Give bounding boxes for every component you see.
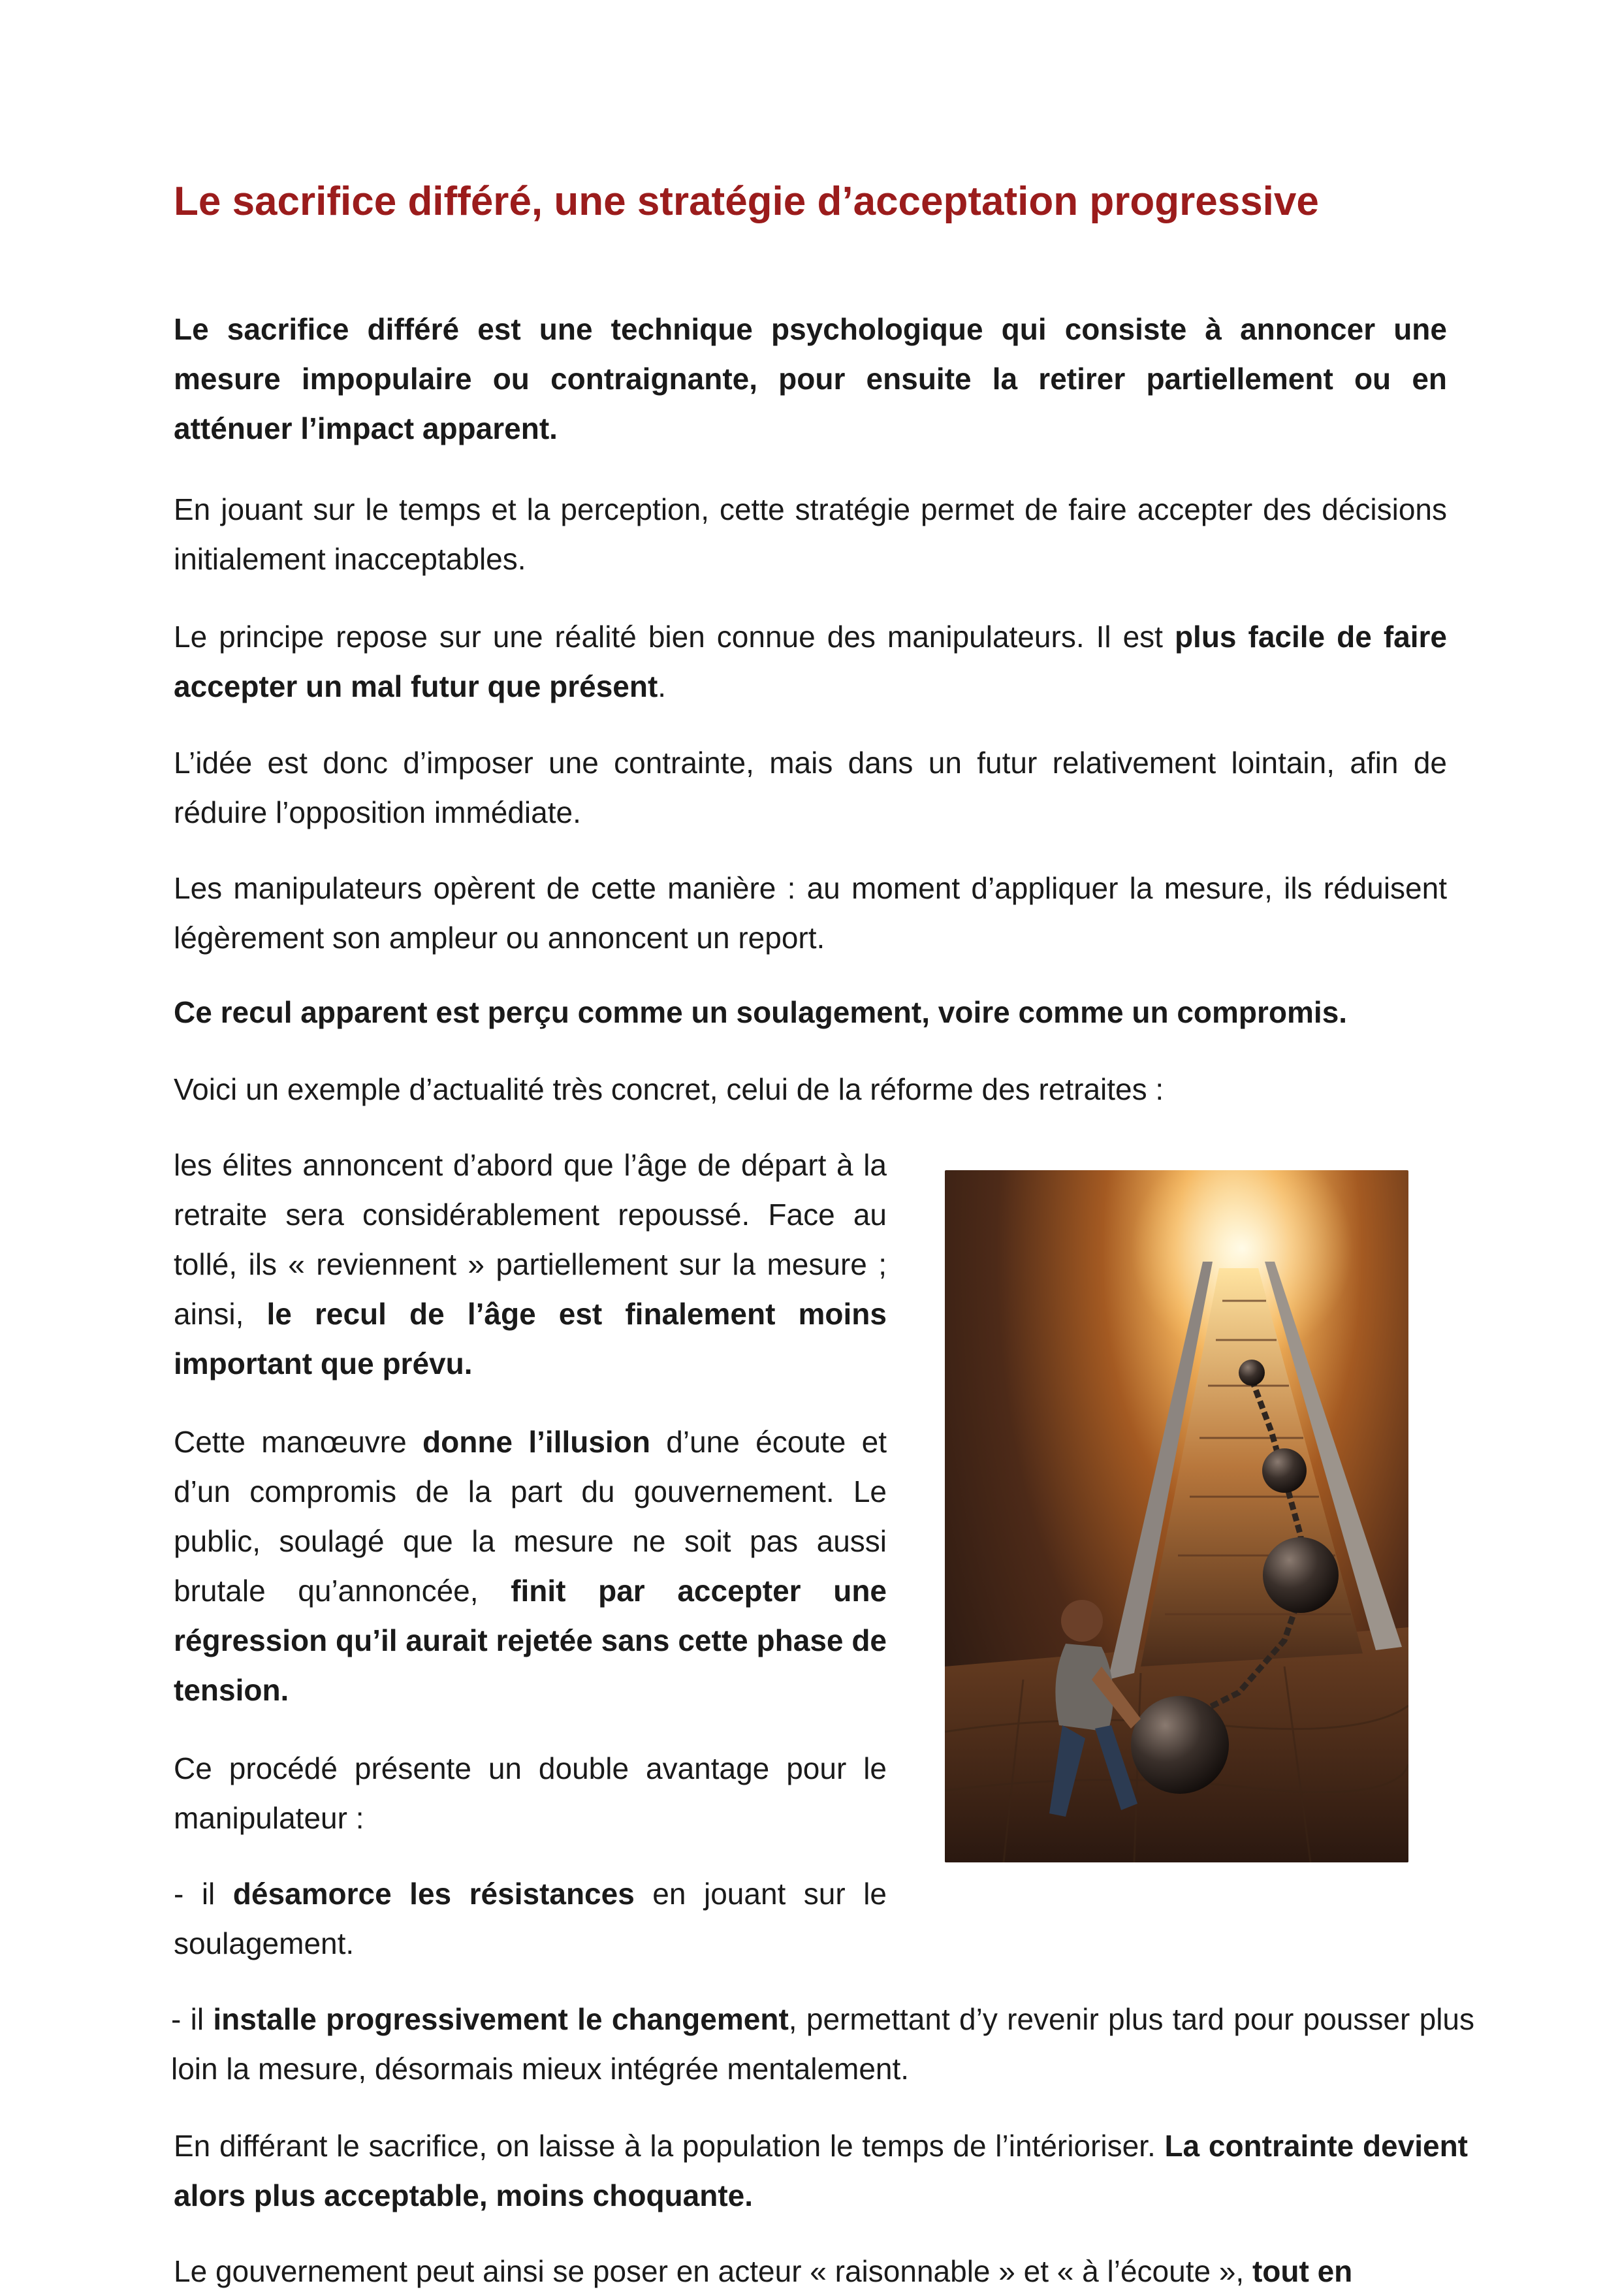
text-run: en jouant sur le soulagement. [174, 1877, 887, 1960]
paragraph-advantage [174, 1744, 887, 1843]
paragraph-advantage-text: Ce procédé présente un double avantage pour le manipulateur : [174, 1751, 887, 1835]
ball-medium [1262, 1448, 1307, 1493]
text-run: Le gouvernement peut ainsi se poser en acteur « raisonnable » et « à l’écoute », [174, 2254, 1252, 2288]
list-item-change-text [171, 1994, 1474, 2094]
text-run: d’une écoute et d’un compromis de la part du gouvernement. Le public, soulagé que la mesure ne soit pas aussi brutale qu’annoncée, [174, 1425, 887, 1608]
paragraph-conclusion-text [174, 2121, 1468, 2220]
emphasis-run: tout en [1252, 2254, 1353, 2288]
paragraph-method-text: Les manipulateurs opèrent de cette manière : au moment d’appliquer la mesure, ils réduisent légèrement son ampleur ou annoncent un report. [174, 871, 1447, 955]
paragraph-government [174, 2246, 1468, 2296]
paragraph-example [174, 1064, 1447, 1114]
list-item-resistance [174, 1869, 887, 1968]
escalator-illustration-art [945, 1170, 1408, 1862]
text-run: , permettant d’y revenir plus tard pour pousser plus loin la mesure, désormais mieux intégrée mentalement. [171, 2002, 1475, 2086]
ball-foreground [1131, 1696, 1229, 1794]
text-run: En différant le sacrifice, on laisse à la population le temps de l’intérioriser. [174, 2129, 1165, 2163]
emphasis-run: le recul de l’âge est finalement moins important que prévu. [174, 1297, 887, 1380]
paragraph-example-text: Voici un exemple d’actualité très concret, celui de la réforme des retraites : [174, 1072, 1164, 1106]
text-run: Cette manœuvre [174, 1425, 423, 1459]
paragraph-conclusion [174, 2121, 1468, 2220]
paragraph-government-text [174, 2246, 1468, 2296]
paragraph-idea-text: L’idée est donc d’imposer une contrainte, mais dans un futur relativement lointain, afin de réduire l’opposition immédiate. [174, 746, 1447, 829]
paragraph-intro-text: Le sacrifice différé est une technique psychologique qui consiste à annoncer une mesure impopulaire ou contraignante, pour ensuite la retirer partiellement ou en atténuer l’impact apparent. [174, 312, 1447, 445]
list-item-resistance-text [174, 1869, 887, 1968]
paragraph-illusion [174, 1417, 887, 1715]
emphasis-run: finit par accepter une régression qu’il aurait rejetée sans cette phase de tension. [174, 1574, 887, 1707]
list-item-change [171, 1994, 1474, 2094]
emphasis-run: installe progressivement le changement [213, 2002, 789, 2036]
paragraph-reform-text [174, 1140, 887, 1388]
text-run: - il [171, 2002, 214, 2036]
paragraph-method [174, 863, 1447, 963]
text-run: Le principe repose sur une réalité bien connue des manipulateurs. Il est [174, 620, 1175, 654]
paragraph-perception [174, 485, 1447, 584]
paragraph-reform [174, 1140, 887, 1388]
ball-small [1239, 1360, 1265, 1386]
escalator-illustration [945, 1170, 1408, 1862]
paragraph-intro [174, 304, 1447, 453]
ball-large [1263, 1537, 1339, 1613]
text-run: - il [174, 1877, 233, 1911]
paragraph-idea [174, 738, 1447, 837]
document-title: Le sacrifice différé, une stratégie d’acceptation progressive [174, 178, 1319, 224]
paragraph-principle [174, 612, 1447, 711]
emphasis-run: désamorce les résistances [232, 1877, 635, 1911]
paragraph-relief-text: Ce recul apparent est perçu comme un soulagement, voire comme un compromis. [174, 995, 1348, 1029]
paragraph-perception-text: En jouant sur le temps et la perception, cette stratégie permet de faire accepter des décisions initialement inacceptables. [174, 492, 1447, 576]
paragraph-relief [174, 987, 1447, 1037]
emphasis-run: plus facile de faire accepter un mal futur que présent [174, 620, 1447, 703]
paragraph-illusion-text [174, 1417, 887, 1715]
emphasis-run: La contrainte devient alors plus acceptable, moins choquante. [174, 2129, 1468, 2212]
emphasis-run: donne l’illusion [422, 1425, 650, 1459]
text-run: . [658, 669, 667, 703]
text-run: les élites annoncent d’abord que l’âge de départ à la retraite sera considérablement repoussé. Face au tollé, ils « reviennent » partiellement sur la mesure ; ainsi, [174, 1148, 887, 1331]
paragraph-principle-text [174, 612, 1447, 711]
